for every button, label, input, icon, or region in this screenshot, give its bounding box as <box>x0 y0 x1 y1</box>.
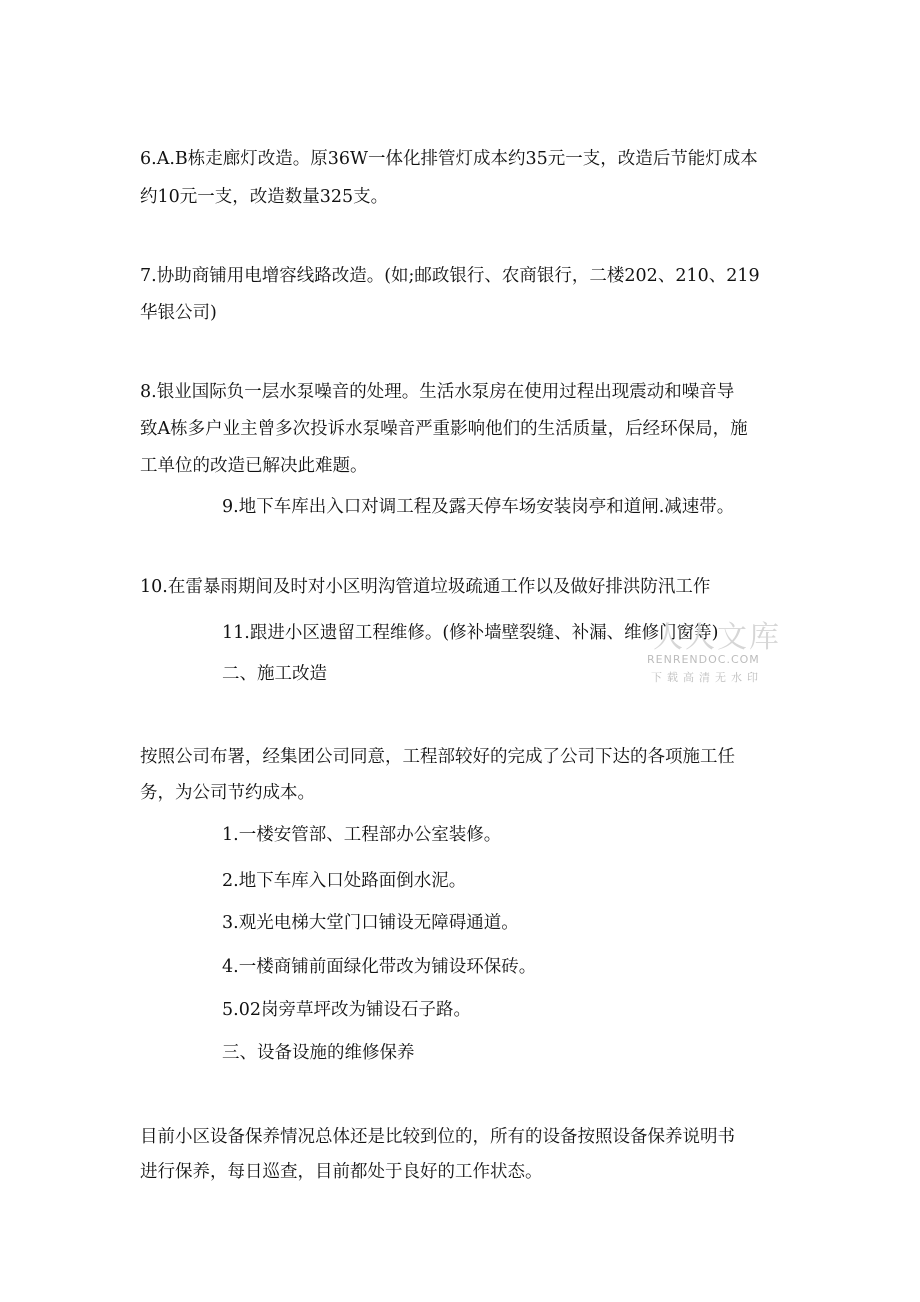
paragraph-7-line-2: 华银公司) <box>140 303 217 323</box>
intro-3-line-2: 进行保养，每日巡查，目前都处于良好的工作状态。 <box>140 1162 543 1182</box>
construction-item-2: 2.地下车库入口处路面倒水泥。 <box>222 871 467 891</box>
paragraph-11: 11.跟进小区遗留工程维修。(修补墙壁裂缝、补漏、维修门窗等) <box>222 623 719 643</box>
intro-2-line-2: 务，为公司节约成本。 <box>140 783 315 803</box>
construction-item-4: 4.一楼商铺前面绿化带改为铺设环保砖。 <box>222 957 537 977</box>
paragraph-9: 9.地下车库出入口对调工程及露天停车场安装岗亭和道闸.减速带。 <box>222 497 735 517</box>
intro-3-line-1: 目前小区设备保养情况总体还是比较到位的，所有的设备按照设备保养说明书 <box>140 1127 735 1147</box>
paragraph-8-line-3: 工单位的改造已解决此难题。 <box>140 456 368 476</box>
section-heading-2: 二、施工改造 <box>222 664 327 684</box>
paragraph-6-line-1: 6.A.B栋走廊灯改造。原36W一体化排管灯成本约35元一支，改造后节能灯成本 <box>140 149 758 169</box>
construction-item-1: 1.一楼安管部、工程部办公室装修。 <box>222 825 502 845</box>
construction-item-5: 5.02岗旁草坪改为铺设石子路。 <box>222 1000 471 1020</box>
paragraph-6-line-2: 约10元一支，改造数量325支。 <box>140 187 389 207</box>
construction-item-3: 3.观光电梯大堂门口铺设无障碍通道。 <box>222 913 519 933</box>
section-heading-3: 三、设备设施的维修保养 <box>222 1043 415 1063</box>
watermark-url: RENRENDOC.COM <box>647 653 760 666</box>
watermark-tagline: 下载高清无水印 <box>651 671 763 684</box>
paragraph-8-line-2: 致A栋多户业主曾多次投诉水泵噪音严重影响他们的生活质量，后经环保局，施 <box>140 419 748 439</box>
watermark-brand: 人人文库 <box>653 620 781 655</box>
intro-2-line-1: 按照公司布署，经集团公司同意，工程部较好的完成了公司下达的各项施工任 <box>140 747 735 767</box>
paragraph-10: 10.在雷暴雨期间及时对小区明沟管道垃圾疏通工作以及做好排洪防汛工作 <box>140 577 711 597</box>
paragraph-7-line-1: 7.协助商铺用电增容线路改造。(如;邮政银行、农商银行，二楼202、210、219 <box>140 266 760 286</box>
watermark-logo <box>645 612 781 692</box>
paragraph-8-line-1: 8.银业国际负一层水泵噪音的处理。生活水泵房在使用过程出现震动和噪音导 <box>140 382 735 402</box>
